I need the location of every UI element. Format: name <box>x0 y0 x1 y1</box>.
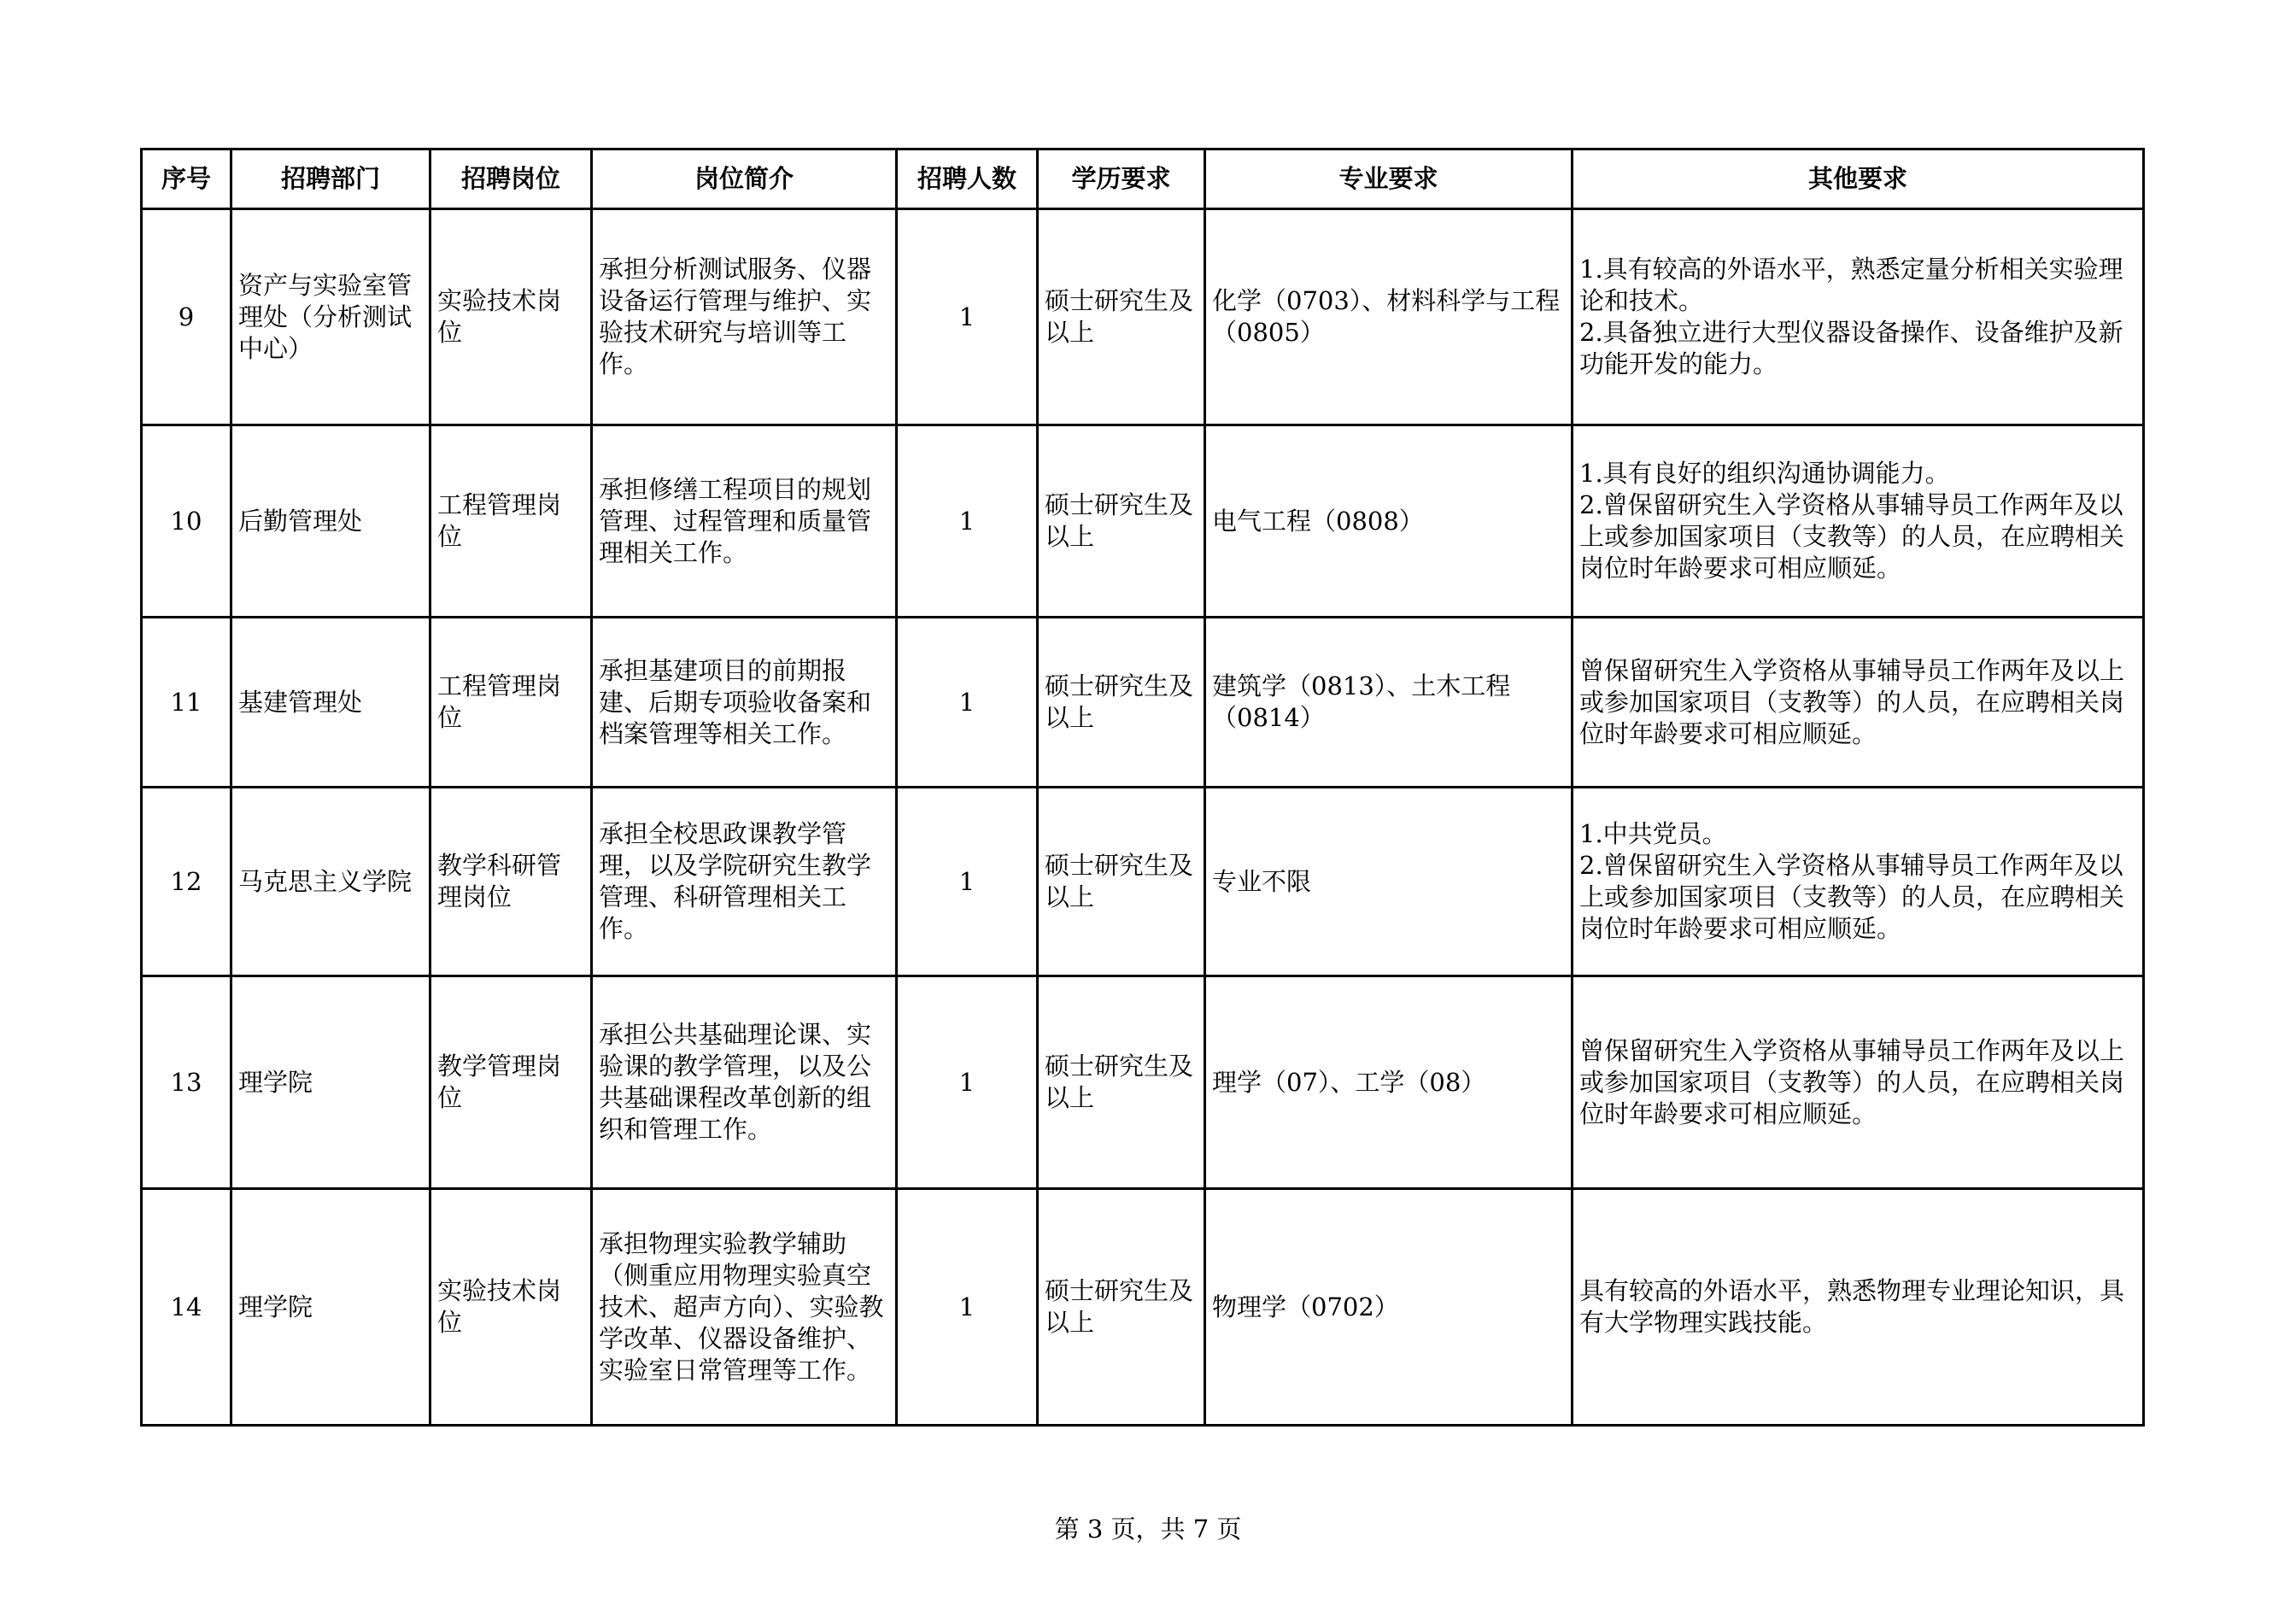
cell-no: 10 <box>142 425 231 618</box>
cell-dept: 基建管理处 <box>231 618 430 788</box>
page-footer: 第 3 页，共 7 页 <box>1054 1515 1242 1544</box>
table-row <box>142 788 2144 976</box>
cell-post: 工程管理岗位 <box>430 425 592 618</box>
header-count: 招聘人数 <box>897 149 1038 209</box>
recruitment-table <box>140 148 2145 1427</box>
table-row <box>142 618 2144 788</box>
cell-no: 13 <box>142 976 231 1189</box>
table-row <box>142 425 2144 618</box>
other-line: 具有较高的外语水平，熟悉物理专业理论知识，具有大学物理实践技能。 <box>1579 1276 2125 1337</box>
cell-other <box>1573 976 2144 1189</box>
table-row <box>142 976 2144 1189</box>
cell-intro: 承担修缮工程项目的规划管理、过程管理和质量管理相关工作。 <box>592 425 897 618</box>
other-line: 2.曾保留研究生入学资格从事辅导员工作两年及以上或参加国家项目（支教等）的人员，在应聘相关岗位时年龄要求可相应顺延。 <box>1579 851 2125 943</box>
cell-edu: 硕士研究生及以上 <box>1038 425 1205 618</box>
cell-intro: 承担物理实验教学辅助（侧重应用物理实验真空技术、超声方向）、实验教学改革、仪器设备维护、实验室日常管理等工作。 <box>592 1189 897 1426</box>
cell-major: 化学（0703）、材料科学与工程（0805） <box>1205 209 1573 425</box>
cell-major: 建筑学（0813）、土木工程（0814） <box>1205 618 1573 788</box>
cell-other <box>1573 618 2144 788</box>
header-post: 招聘岗位 <box>430 149 592 209</box>
cell-post: 教学管理岗位 <box>430 976 592 1189</box>
cell-dept: 后勤管理处 <box>231 425 430 618</box>
other-line: 1.中共党员。 <box>1579 819 1727 848</box>
cell-no: 11 <box>142 618 231 788</box>
cell-no: 14 <box>142 1189 231 1426</box>
cell-major: 理学（07）、工学（08） <box>1205 976 1573 1189</box>
cell-other <box>1573 788 2144 976</box>
cell-intro: 承担公共基础理论课、实验课的教学管理，以及公共基础课程改革创新的组织和管理工作。 <box>592 976 897 1189</box>
cell-count: 1 <box>897 209 1038 425</box>
header-major: 专业要求 <box>1205 149 1573 209</box>
cell-count: 1 <box>897 788 1038 976</box>
header-dept: 招聘部门 <box>231 149 430 209</box>
cell-major: 物理学（0702） <box>1205 1189 1573 1426</box>
header-intro: 岗位简介 <box>592 149 897 209</box>
cell-intro: 承担分析测试服务、仪器设备运行管理与维护、实验技术研究与培训等工作。 <box>592 209 897 425</box>
header-row <box>142 149 2144 209</box>
cell-count: 1 <box>897 1189 1038 1426</box>
other-line: 2.具备独立进行大型仪器设备操作、设备维护及新功能开发的能力。 <box>1579 318 2123 378</box>
cell-no: 9 <box>142 209 231 425</box>
cell-intro: 承担全校思政课教学管理，以及学院研究生教学管理、科研管理相关工作。 <box>592 788 897 976</box>
cell-post: 实验技术岗位 <box>430 1189 592 1426</box>
cell-dept: 理学院 <box>231 976 430 1189</box>
other-line: 曾保留研究生入学资格从事辅导员工作两年及以上或参加国家项目（支教等）的人员，在应聘相关岗位时年龄要求可相应顺延。 <box>1579 1035 2125 1128</box>
cell-major: 专业不限 <box>1205 788 1573 976</box>
cell-count: 1 <box>897 976 1038 1189</box>
cell-other <box>1573 1189 2144 1426</box>
cell-count: 1 <box>897 425 1038 618</box>
cell-post: 工程管理岗位 <box>430 618 592 788</box>
other-line: 1.具有良好的组织沟通协调能力。 <box>1579 459 1950 488</box>
cell-no: 12 <box>142 788 231 976</box>
other-line: 2.曾保留研究生入学资格从事辅导员工作两年及以上或参加国家项目（支教等）的人员，在应聘相关岗位时年龄要求可相应顺延。 <box>1579 490 2125 583</box>
other-line: 1.具有较高的外语水平，熟悉定量分析相关实验理论和技术。 <box>1579 255 2123 315</box>
table-row <box>142 209 2144 425</box>
cell-edu: 硕士研究生及以上 <box>1038 209 1205 425</box>
table-row <box>142 1189 2144 1426</box>
cell-edu: 硕士研究生及以上 <box>1038 976 1205 1189</box>
cell-count: 1 <box>897 618 1038 788</box>
cell-other <box>1573 209 2144 425</box>
cell-other <box>1573 425 2144 618</box>
cell-edu: 硕士研究生及以上 <box>1038 618 1205 788</box>
cell-edu: 硕士研究生及以上 <box>1038 788 1205 976</box>
header-edu: 学历要求 <box>1038 149 1205 209</box>
cell-dept: 资产与实验室管理处（分析测试中心） <box>231 209 430 425</box>
header-other: 其他要求 <box>1573 149 2144 209</box>
cell-edu: 硕士研究生及以上 <box>1038 1189 1205 1426</box>
cell-major: 电气工程（0808） <box>1205 425 1573 618</box>
other-line: 曾保留研究生入学资格从事辅导员工作两年及以上或参加国家项目（支教等）的人员，在应聘相关岗位时年龄要求可相应顺延。 <box>1579 655 2125 748</box>
cell-post: 教学科研管理岗位 <box>430 788 592 976</box>
cell-dept: 理学院 <box>231 1189 430 1426</box>
cell-post: 实验技术岗位 <box>430 209 592 425</box>
cell-intro: 承担基建项目的前期报建、后期专项验收备案和档案管理等相关工作。 <box>592 618 897 788</box>
cell-dept: 马克思主义学院 <box>231 788 430 976</box>
header-no: 序号 <box>142 149 231 209</box>
